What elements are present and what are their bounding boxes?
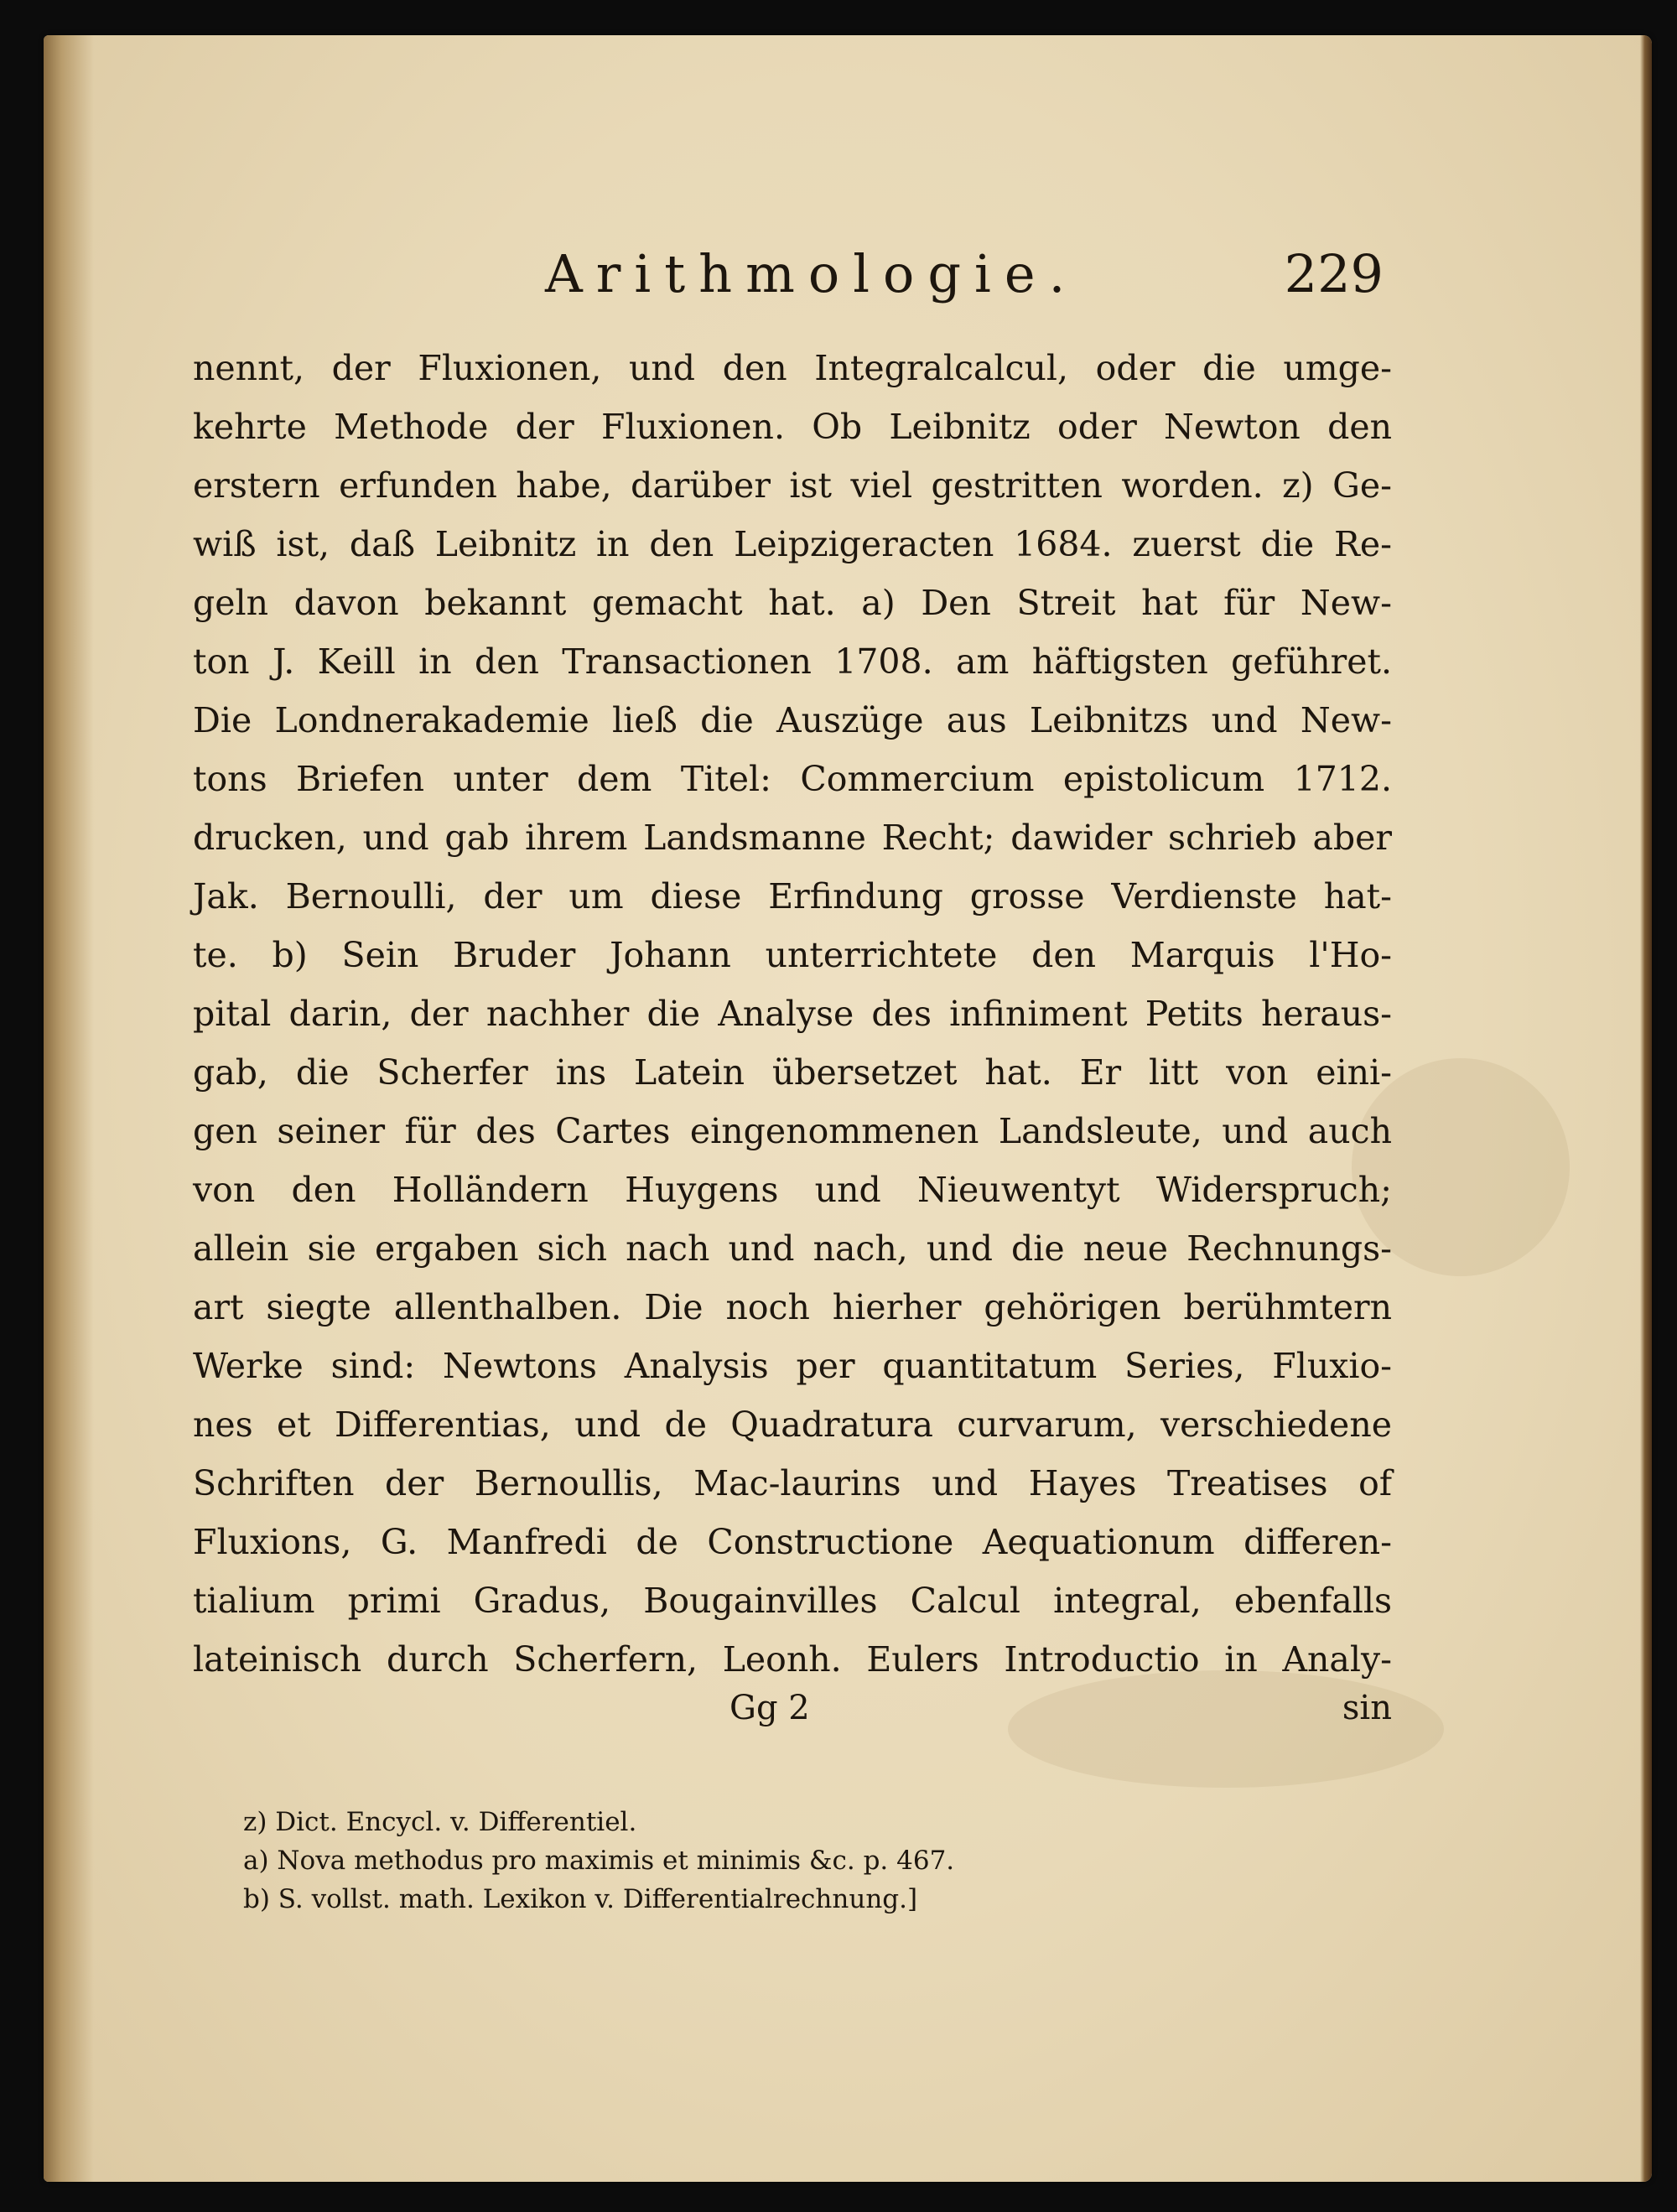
- text-line: lateinisch durch Scherfern, Leonh. Eulers Introductio in Analy-: [193, 1639, 1392, 1680]
- catchline: [193, 1689, 1392, 1739]
- text-line: nes et Differentias, und de Quadratura curvarum, verschiedene: [193, 1405, 1392, 1445]
- signature-mark: Gg 2: [729, 1689, 810, 1727]
- body-text: [193, 339, 1392, 1689]
- page-header: [218, 243, 1384, 310]
- text-line: erstern erfunden habe, darüber ist viel gestritten worden. z) Ge-: [193, 465, 1392, 506]
- text-line: wiß ist, daß Leibnitz in den Leipzigeracten 1684. zuerst die Re-: [193, 524, 1392, 564]
- footnotes: [243, 1803, 1291, 1919]
- text-line: Die Londnerakademie ließ die Auszüge aus Leibnitzs und New-: [193, 700, 1392, 740]
- text-line: Fluxions, G. Manfredi de Constructione Aequationum differen-: [193, 1522, 1392, 1562]
- text-line: Schriften der Bernoullis, Mac-laurins und Hayes Treatises of: [193, 1463, 1392, 1503]
- text-line: von den Holländern Huygens und Nieuwentyt Widerspruch;: [193, 1170, 1392, 1210]
- text-line: ton J. Keill in den Transactionen 1708. am häftigsten geführet.: [193, 641, 1392, 682]
- text-line: tons Briefen unter dem Titel: Commercium epistolicum 1712.: [193, 759, 1392, 799]
- text-line: drucken, und gab ihrem Landsmanne Recht; dawider schrieb aber: [193, 818, 1392, 858]
- text-line: kehrte Methode der Fluxionen. Ob Leibnitz oder Newton den: [193, 407, 1392, 447]
- catchword: sin: [1342, 1689, 1392, 1727]
- text-line: Jak. Bernoulli, der um diese Erfindung grosse Verdienste hat-: [193, 876, 1392, 916]
- text-line: te. b) Sein Bruder Johann unterrichtete den Marquis l'Ho-: [193, 935, 1392, 975]
- page-gutter-shadow: [44, 35, 94, 2182]
- text-line: gab, die Scherfer ins Latein übersetzet hat. Er litt von eini-: [193, 1052, 1392, 1093]
- page-number: 229: [1284, 243, 1384, 304]
- footnote-z: z) Dict. Encycl. v. Differentiel.: [243, 1807, 637, 1837]
- text-line: geln davon bekannt gemacht hat. a) Den Streit hat für New-: [193, 583, 1392, 623]
- text-line: tialium primi Gradus, Bougainvilles Calcul integral, ebenfalls: [193, 1581, 1392, 1621]
- text-line: gen seiner für des Cartes eingenommenen Landsleute, und auch: [193, 1111, 1392, 1151]
- text-line: allein sie ergaben sich nach und nach, und die neue Rechnungs-: [193, 1228, 1392, 1269]
- running-title: Arithmologie.: [545, 243, 1079, 304]
- text-line: art siegte allenthalben. Die noch hierher gehörigen berühmtern: [193, 1287, 1392, 1327]
- footnote-b: b) S. vollst. math. Lexikon v. Differentialrechnung.]: [243, 1884, 918, 1914]
- text-line: pital darin, der nachher die Analyse des infiniment Petits heraus-: [193, 994, 1392, 1034]
- text-line: Werke sind: Newtons Analysis per quantitatum Series, Fluxio-: [193, 1346, 1392, 1386]
- footnote-a: a) Nova methodus pro maximis et minimis &c. p. 467.: [243, 1846, 955, 1876]
- text-line: nennt, der Fluxionen, und den Integralcalcul, oder die umge-: [193, 348, 1392, 388]
- page-edge-shadow: [1640, 35, 1652, 2182]
